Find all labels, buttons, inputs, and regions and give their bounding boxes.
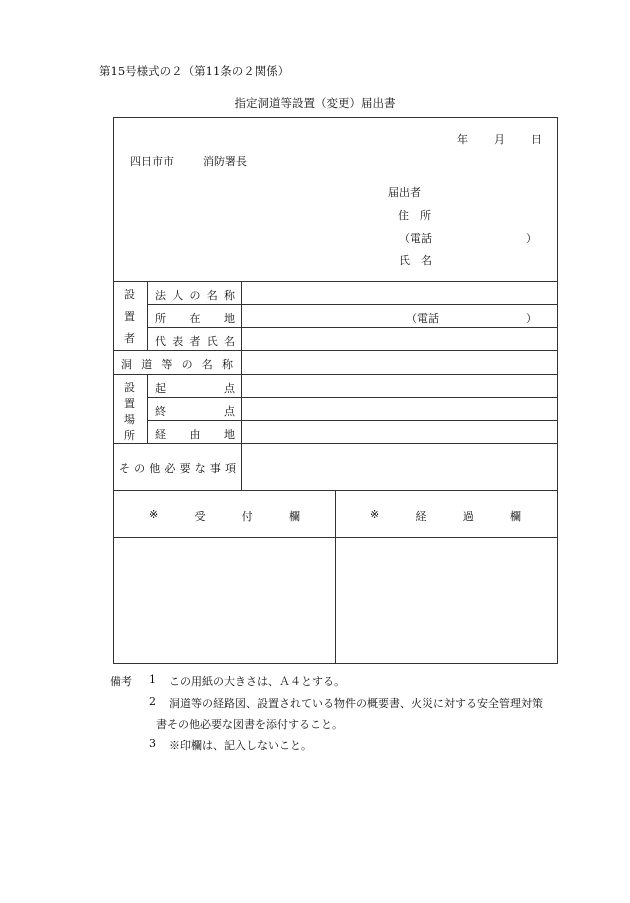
note-3-text: ※印欄は、記入しないこと。: [169, 739, 312, 752]
address-label: 住 所: [398, 209, 431, 222]
note-2-text-line2: 書その他必要な図書を添付すること。: [156, 718, 343, 731]
notifier-label: 届出者: [388, 186, 421, 199]
addressee-city: 四日市市: [130, 155, 174, 168]
note-2-number: 2: [149, 695, 156, 708]
addressee-chief: 消防署長: [203, 155, 247, 168]
note-2-text-line1: 洞道等の経路図、設置されている物件の概要書、火災に対する安全管理対策: [169, 697, 543, 710]
site-group-label: 設 置 場 所: [124, 381, 135, 442]
note-3-number: 3: [149, 737, 156, 750]
date-day-label: 日: [531, 133, 542, 146]
progress-header: ※ 経 過 欄: [370, 508, 521, 523]
form-number: 第15号様式の２（第11条の２関係）: [99, 64, 290, 78]
name-label: 氏 名: [399, 254, 432, 267]
start-label: 起 点: [155, 382, 235, 395]
tunnel-name-label: 洞 道 等 の 名 称: [121, 358, 233, 371]
reception-header: ※ 受 付 欄: [149, 508, 300, 523]
installer-group-label: 設 置 者: [124, 288, 135, 345]
note-1-text: この用紙の大きさは、Ａ４とする。: [169, 675, 345, 688]
phone-close: ）: [526, 232, 537, 245]
notes-label: 備考: [110, 675, 132, 688]
via-label: 経 由 地: [155, 428, 235, 441]
date-year-label: 年: [457, 133, 468, 146]
installer-phone-close: ）: [526, 312, 537, 325]
phone-open: （電話: [399, 232, 432, 245]
representative-label: 代 表 者 氏 名: [155, 335, 235, 348]
location-label: 所 在 地: [155, 312, 235, 325]
corp-name-label: 法 人 の 名 称: [155, 289, 235, 302]
date-month-label: 月: [494, 133, 505, 146]
form-title: 指定洞道等設置（変更）届出書: [234, 96, 396, 110]
end-label: 終 点: [155, 405, 235, 418]
note-1-number: 1: [149, 673, 156, 686]
installer-phone-open: （電話: [406, 312, 439, 325]
other-items-label: そ の 他 必 要 な 事 項: [119, 462, 236, 475]
